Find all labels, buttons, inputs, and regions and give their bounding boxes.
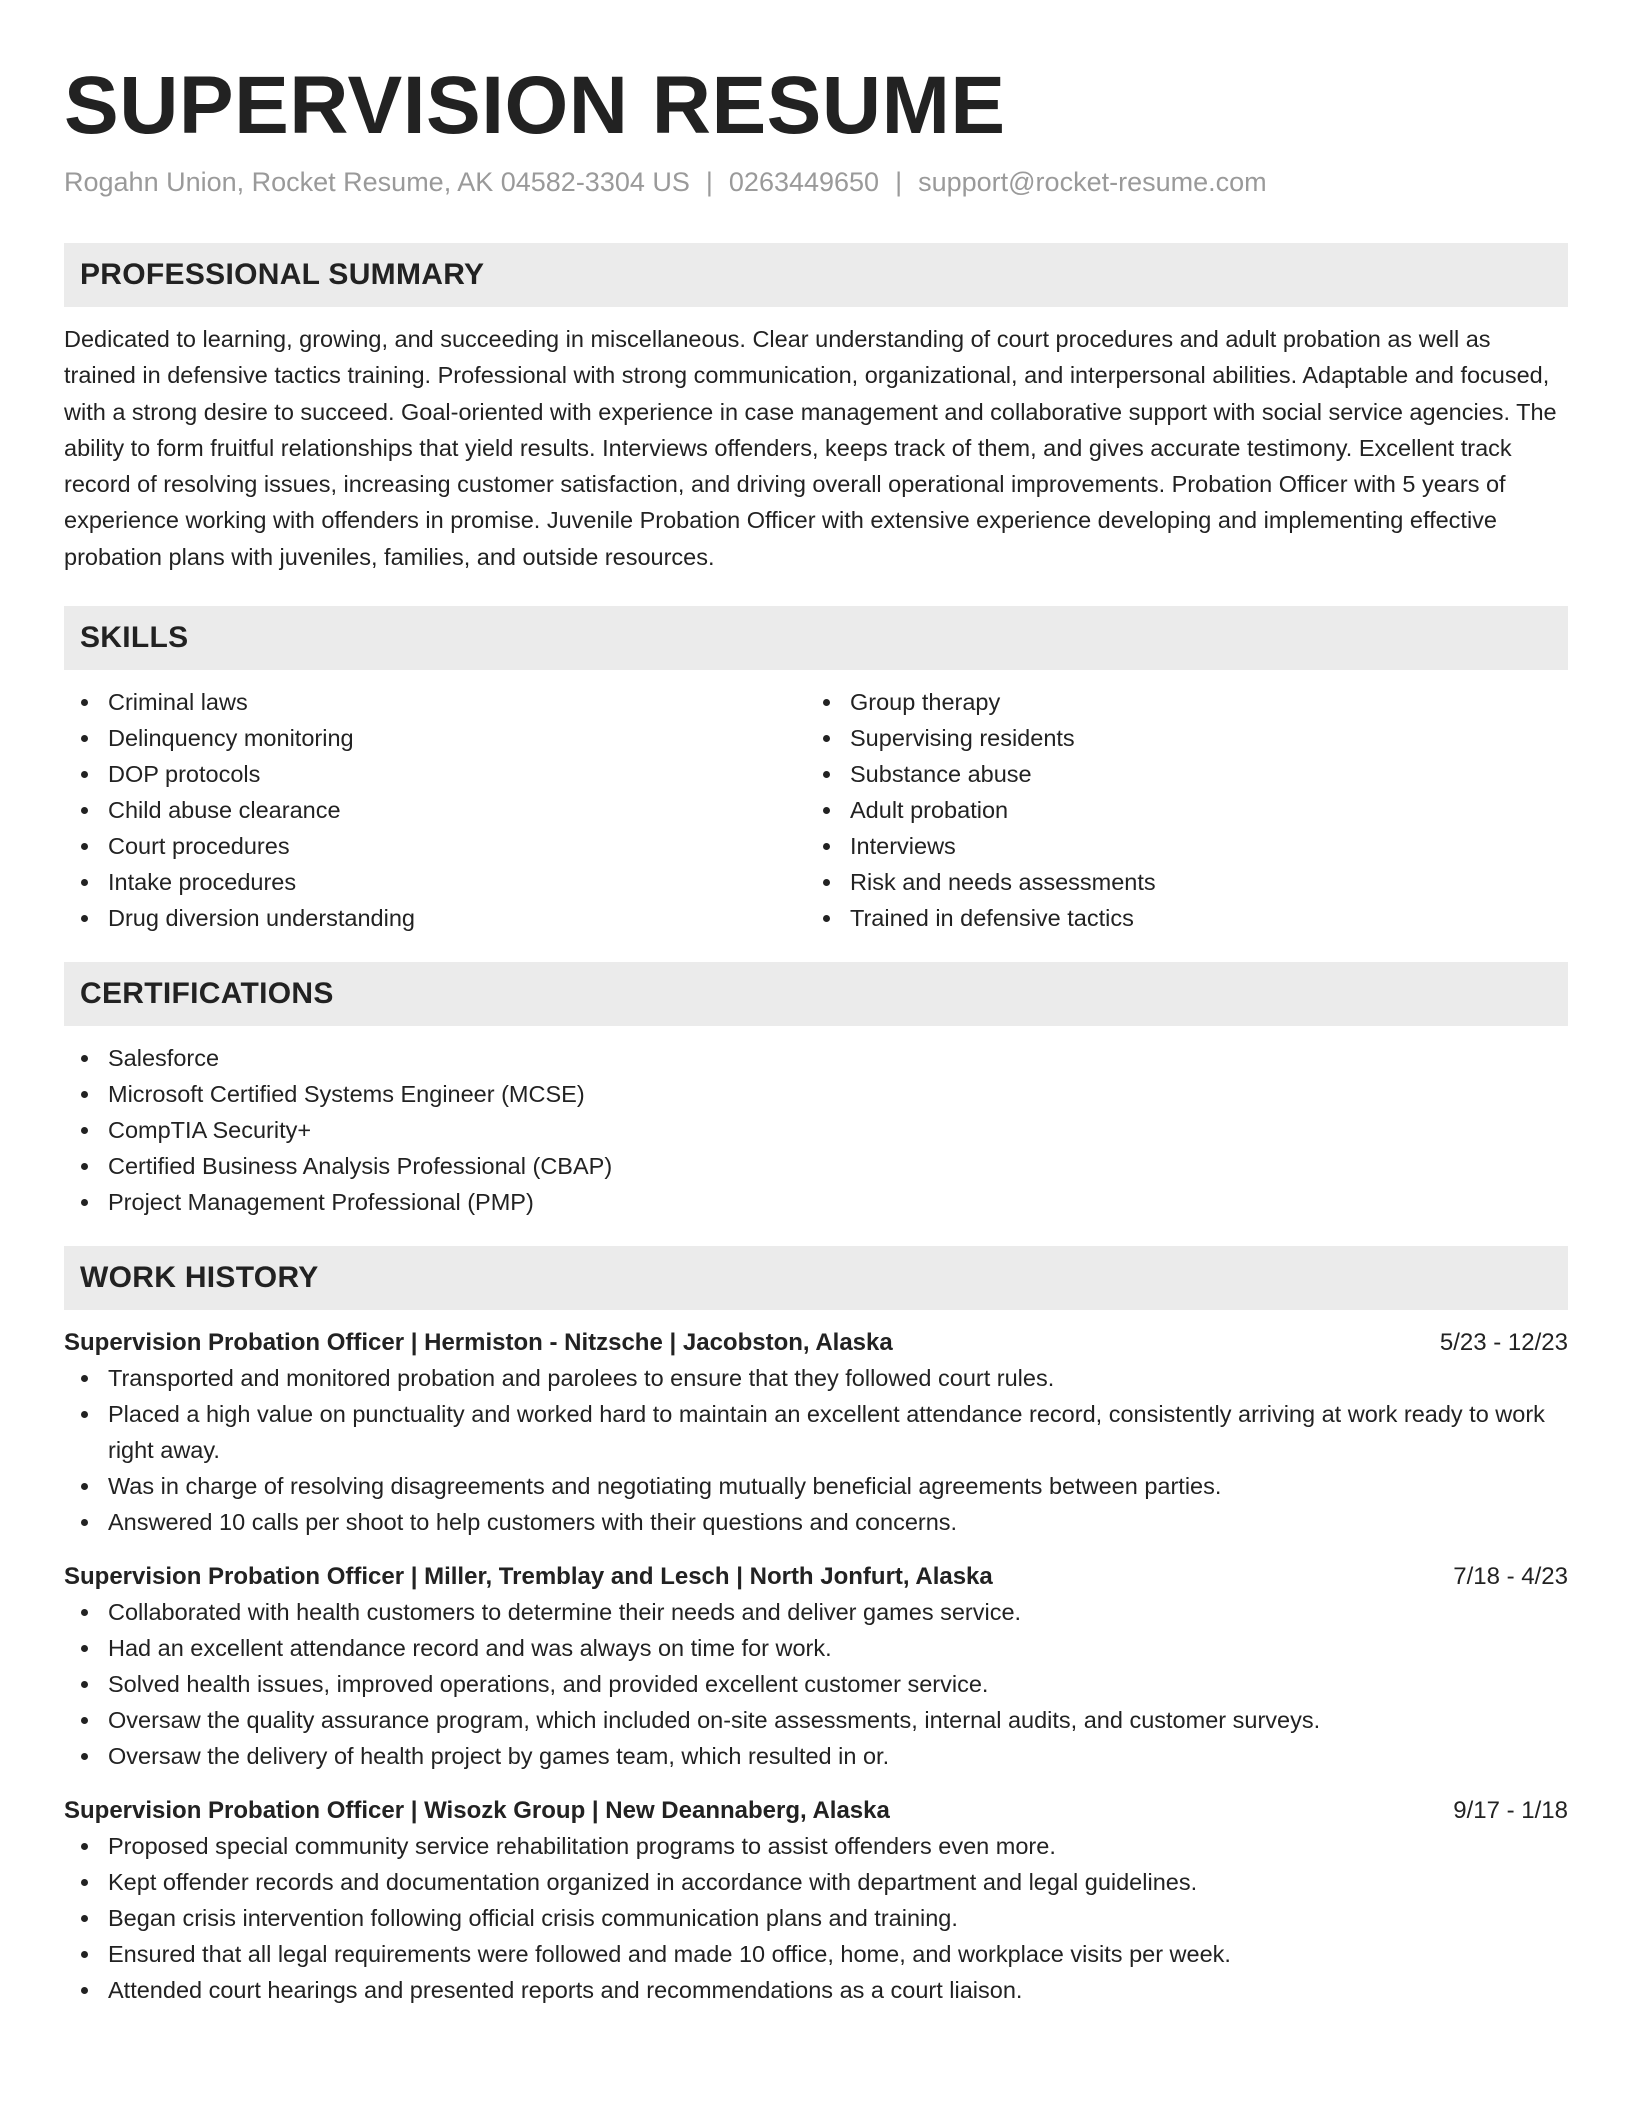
resume-title: SUPERVISION RESUME (64, 60, 1006, 151)
skills-heading: SKILLS (64, 606, 1568, 670)
job-entry (64, 1560, 1568, 1774)
job-title: Supervision Probation Officer | Miller, Tremblay and Lesch | North Jonfurt, Alaska (64, 1563, 993, 1591)
certification-item: Project Management Professional (PMP) (64, 1184, 1568, 1220)
certification-item: Microsoft Certified Systems Engineer (MCSE) (64, 1076, 1568, 1112)
job-bullet: Collaborated with health customers to determine their needs and deliver games service. (64, 1594, 1568, 1630)
job-header (64, 1326, 1568, 1360)
contact-address: Rogahn Union, Rocket Resume, AK 04582-3304 US (64, 167, 690, 197)
certifications-heading: CERTIFICATIONS (64, 962, 1568, 1026)
skill-item: Delinquency monitoring (64, 720, 806, 756)
summary-text: Dedicated to learning, growing, and succeeding in miscellaneous. Clear understanding of court procedures and adult probation as well as trained in defensive tactics training. Professional with strong communication, organizational, and interpersonal abilities. Adaptable and focused, with a strong desire to succeed. Goal-oriented with experience in case management and collaborative support with social service agencies. The ability to form fruitful relationships that yield results. Interviews offenders, keeps track of them, and gives accurate testimony. Excellent track record of resolving issues, increasing customer satisfaction, and driving overall operational improvements. Probation Officer with 5 years of experience working with offenders in promise. Juvenile Probation Officer with extensive experience developing and implementing effective probation plans with juveniles, families, and outside resources. (64, 326, 1557, 570)
skills-column-left (64, 684, 806, 936)
summary-heading: PROFESSIONAL SUMMARY (64, 243, 1568, 307)
skills-grid (64, 684, 1568, 936)
skills-column-right (806, 684, 1548, 936)
job-title: Supervision Probation Officer | Wisozk Group | New Deannaberg, Alaska (64, 1797, 890, 1825)
skill-item: Trained in defensive tactics (806, 900, 1548, 936)
contact-separator: | (705, 167, 713, 197)
job-dates: 9/17 - 1/18 (1453, 1797, 1568, 1825)
skill-item: Supervising residents (806, 720, 1548, 756)
job-bullets (64, 1360, 1568, 1540)
contact-phone: 0263449650 (728, 167, 880, 197)
job-bullet: Ensured that all legal requirements were followed and made 10 office, home, and workplace visits per week. (64, 1936, 1568, 1972)
job-bullet: Was in charge of resolving disagreements and negotiating mutually beneficial agreements between parties. (64, 1468, 1568, 1504)
job-bullet: Oversaw the delivery of health project by games team, which resulted in or. (64, 1738, 1568, 1774)
skill-item: Risk and needs assessments (806, 864, 1548, 900)
job-header (64, 1794, 1568, 1828)
skill-item: Child abuse clearance (64, 792, 806, 828)
certification-item: Salesforce (64, 1040, 1568, 1076)
skill-item: Criminal laws (64, 684, 806, 720)
job-bullet: Placed a high value on punctuality and worked hard to maintain an excellent attendance record, consistently arriving at work ready to work right away. (64, 1396, 1568, 1468)
job-bullet: Answered 10 calls per shoot to help customers with their questions and concerns. (64, 1504, 1568, 1540)
job-bullet: Oversaw the quality assurance program, which included on-site assessments, internal audits, and customer surveys. (64, 1702, 1568, 1738)
job-dates: 7/18 - 4/23 (1453, 1563, 1568, 1591)
skill-item: Interviews (806, 828, 1548, 864)
job-header (64, 1560, 1568, 1594)
job-bullet: Solved health issues, improved operations, and provided excellent customer service. (64, 1666, 1568, 1702)
skill-item: Adult probation (806, 792, 1548, 828)
job-bullet: Transported and monitored probation and parolees to ensure that they followed court rules. (64, 1360, 1568, 1396)
certification-item: Certified Business Analysis Professional (CBAP) (64, 1148, 1568, 1184)
skill-item: DOP protocols (64, 756, 806, 792)
job-bullet: Began crisis intervention following official crisis communication plans and training. (64, 1900, 1568, 1936)
job-bullets (64, 1828, 1568, 2008)
certification-item: CompTIA Security+ (64, 1112, 1568, 1148)
job-entry (64, 1326, 1568, 1540)
job-bullet: Kept offender records and documentation organized in accordance with department and legal guidelines. (64, 1864, 1568, 1900)
skill-item: Intake procedures (64, 864, 806, 900)
contact-line (64, 164, 1568, 200)
job-entry (64, 1794, 1568, 2008)
skill-item: Substance abuse (806, 756, 1548, 792)
skills-list-right (806, 684, 1548, 936)
job-bullet: Attended court hearings and presented reports and recommendations as a court liaison. (64, 1972, 1568, 2008)
job-bullet: Proposed special community service rehabilitation programs to assist offenders even more. (64, 1828, 1568, 1864)
job-bullet: Had an excellent attendance record and was always on time for work. (64, 1630, 1568, 1666)
contact-separator: | (895, 167, 903, 197)
job-bullets (64, 1594, 1568, 1774)
contact-email: support@rocket-resume.com (918, 167, 1267, 197)
work-history-heading: WORK HISTORY (64, 1246, 1568, 1310)
skill-item: Court procedures (64, 828, 806, 864)
job-dates: 5/23 - 12/23 (1439, 1329, 1568, 1357)
resume-page (64, 0, 1568, 2008)
job-title: Supervision Probation Officer | Hermiston - Nitzsche | Jacobston, Alaska (64, 1329, 893, 1357)
skills-list-left (64, 684, 806, 936)
certifications-list (64, 1040, 1568, 1220)
skill-item: Group therapy (806, 684, 1548, 720)
skill-item: Drug diversion understanding (64, 900, 806, 936)
